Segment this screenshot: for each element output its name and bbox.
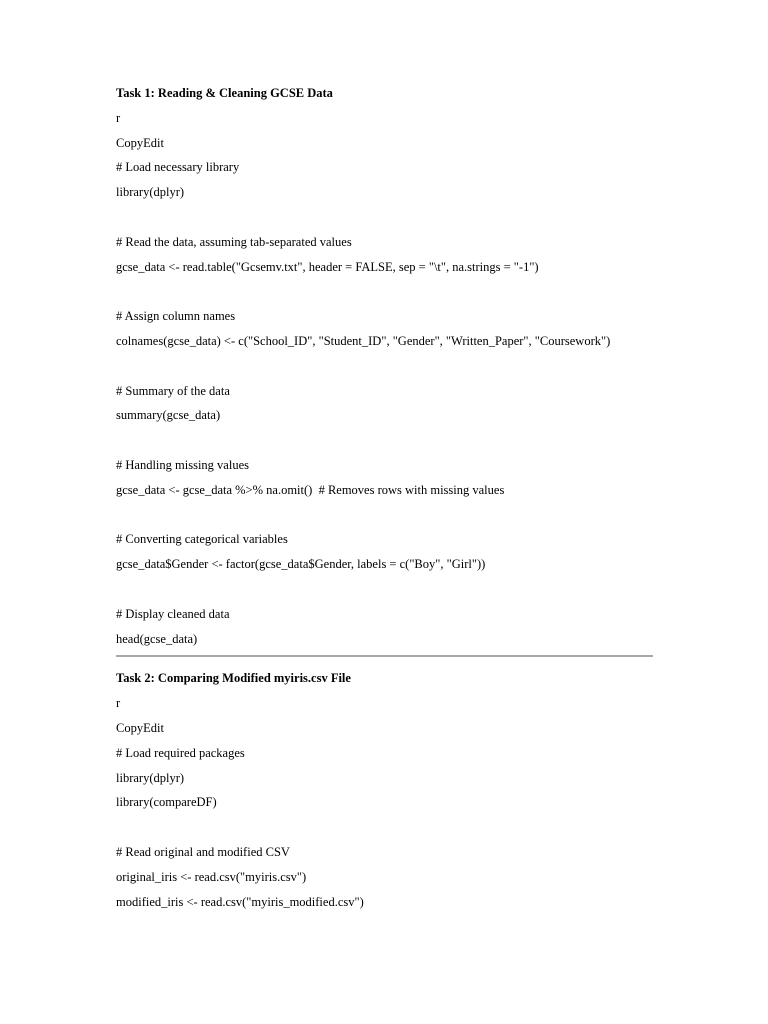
task1-section (116, 85, 656, 647)
code-line: # Display cleaned data (116, 606, 230, 621)
task1-code-block (116, 159, 656, 646)
task1-code-language: r (116, 110, 121, 125)
code-line: # Handling missing values (116, 457, 249, 472)
code-line (116, 283, 656, 299)
code-line: library(dplyr) (116, 185, 185, 200)
code-line: gcse_data <- read.table("Gcsemv.txt", header = FALSE, sep = "\t", na.strings = "-1") (116, 259, 539, 274)
code-line: gcse_data <- gcse_data %>% na.omit() # Removes rows with missing values (116, 482, 505, 497)
code-line: # Summary of the data (116, 383, 230, 398)
code-line (116, 819, 656, 835)
code-line: original_iris <- read.csv("myiris.csv") (116, 869, 307, 884)
code-line: # Read original and modified CSV (116, 844, 290, 859)
code-line (116, 507, 656, 523)
code-line: # Assign column names (116, 309, 236, 324)
task1-heading: Task 1: Reading & Cleaning GCSE Data (116, 86, 333, 100)
task2-copy-edit-link[interactable]: CopyEdit (116, 720, 164, 735)
document-page (116, 85, 656, 918)
code-line: # Load necessary library (116, 160, 240, 175)
task2-code-language: r (116, 696, 121, 711)
task1-copy-edit-link[interactable]: CopyEdit (116, 135, 164, 150)
code-line: summary(gcse_data) (116, 408, 221, 423)
code-line: # Load required packages (116, 745, 245, 760)
code-line: library(compareDF) (116, 795, 217, 810)
code-line: colnames(gcse_data) <- c("School_ID", "Student_ID", "Gender", "Written_Paper", "Coursework") (116, 333, 611, 348)
horizontal-divider (116, 655, 653, 657)
code-line: # Read the data, assuming tab-separated values (116, 234, 352, 249)
task2-section (116, 670, 656, 909)
code-line (116, 209, 656, 225)
task2-code-block (116, 745, 656, 910)
code-line: gcse_data$Gender <- factor(gcse_data$Gender, labels = c("Boy", "Girl")) (116, 557, 486, 572)
code-line: head(gcse_data) (116, 631, 198, 646)
code-line: # Converting categorical variables (116, 532, 288, 547)
code-line (116, 358, 656, 374)
code-line (116, 432, 656, 448)
task2-heading: Task 2: Comparing Modified myiris.csv File (116, 671, 351, 686)
code-line (116, 581, 656, 597)
code-line: modified_iris <- read.csv("myiris_modified.csv") (116, 894, 364, 909)
code-line: library(dplyr) (116, 770, 185, 785)
